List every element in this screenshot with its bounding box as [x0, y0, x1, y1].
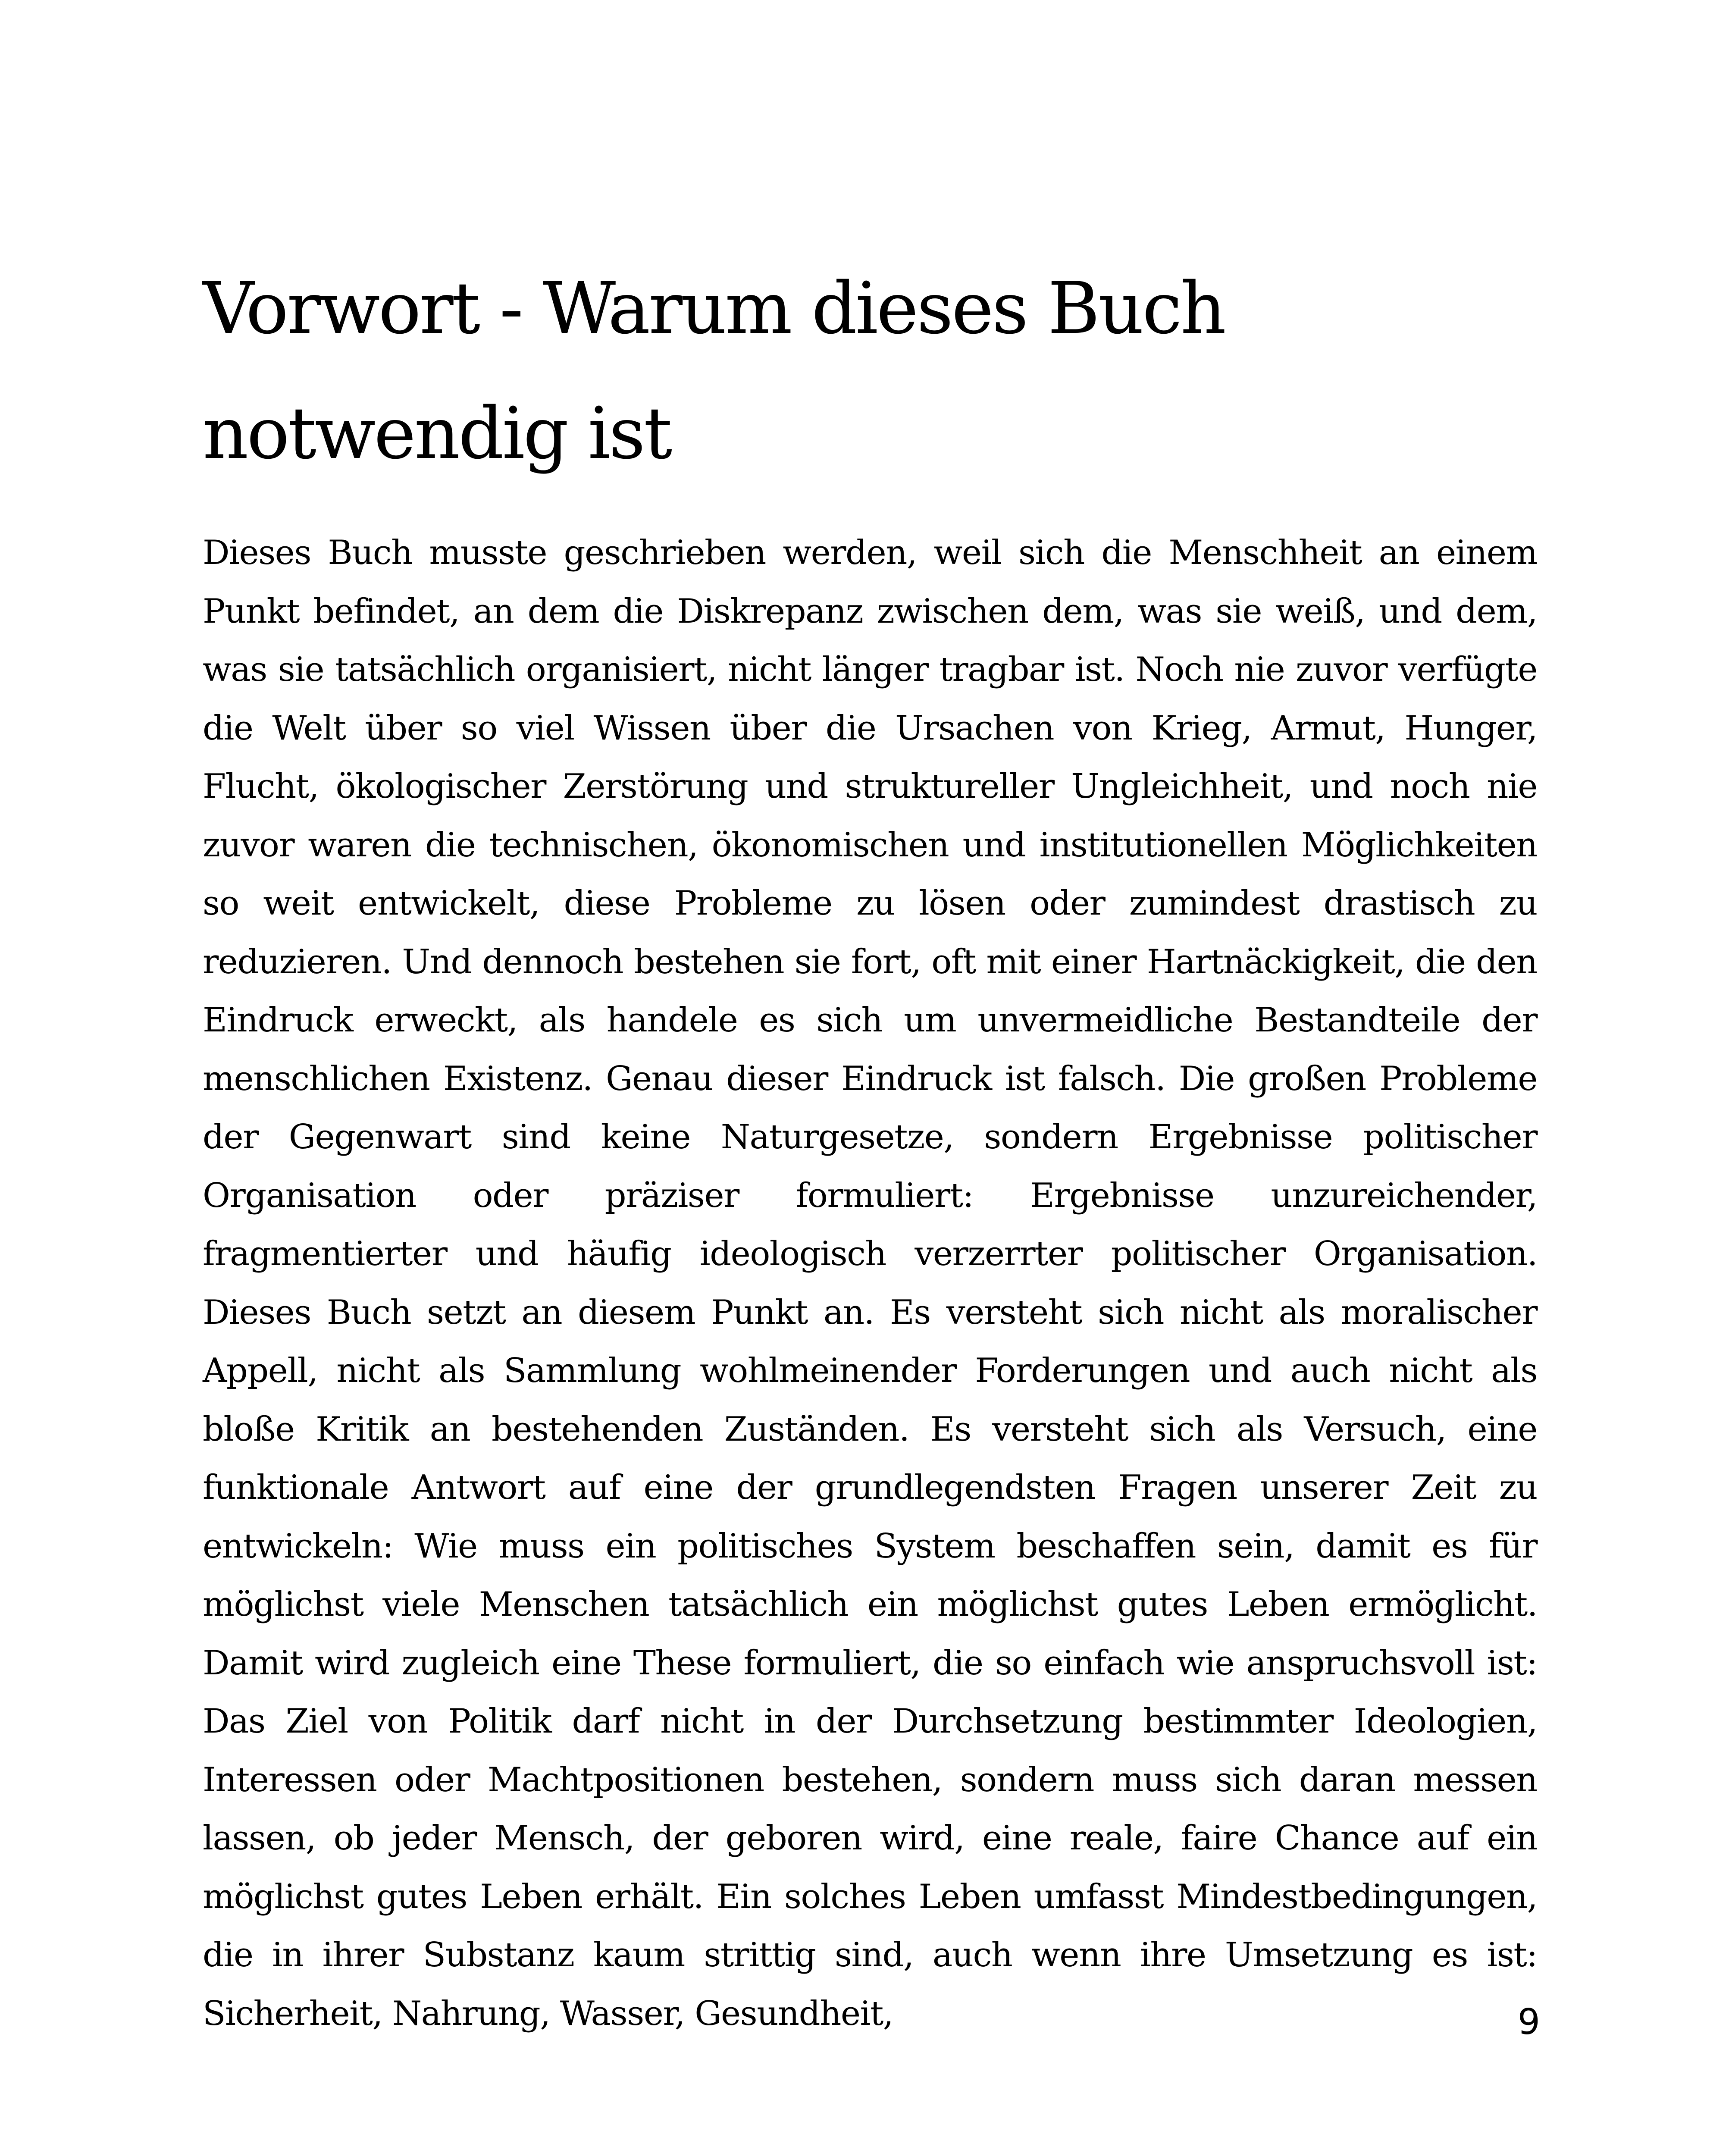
page-number: 9	[1517, 2002, 1540, 2043]
body-paragraph: Dieses Buch musste geschrieben werden, weil sich die Menschheit an einem Punkt befindet, an dem die Diskrepanz zwischen dem, was sie weiß, und dem, was sie tatsächlich organisiert, nicht länger tragbar ist. Noch nie zuvor verfügte die Welt über so viel Wissen über die Ursachen von Krieg, Armut, Hunger, Flucht, ökologischer Zerstörung und struktureller Ungleichheit, und noch nie zuvor waren die technischen, ökonomischen und institutionellen Möglichkeiten so weit entwickelt, diese Probleme zu lösen oder zumindest drastisch zu reduzieren. Und dennoch bestehen sie fort, oft mit einer Hartnäckigkeit, die den Eindruck erweckt, als handele es sich um unvermeidliche Bestandteile der menschlichen Existenz. Genau dieser Eindruck ist falsch. Die großen Probleme der Gegenwart sind keine Naturgesetze, sondern Ergebnisse politischer Organisation oder präziser formuliert: Ergebnisse unzureichender, fragmentierter und häufig ideologisch verzerrter politischer Organisation. Dieses Buch setzt an diesem Punkt an. Es versteht sich nicht als moralischer Appell, nicht als Sammlung wohlmeinender Forderungen und auch nicht als bloße Kritik an bestehenden Zuständen. Es versteht sich als Versuch, eine funktionale Antwort auf eine der grundlegendsten Fragen unserer Zeit zu entwickeln: Wie muss ein politisches System beschaffen sein, damit es für möglichst viele Menschen tatsächlich ein möglichst gutes Leben ermöglicht. Damit wird zugleich eine These formuliert, die so einfach wie anspruchsvoll ist: Das Ziel von Politik darf nicht in der Durchsetzung bestimmter Ideologien, Interessen oder Machtpositionen bestehen, sondern muss sich daran messen lassen, ob jeder Mensch, der geboren wird, eine reale, faire Chance auf ein möglichst gutes Leben erhält. Ein solches Leben umfasst Mindestbedingungen, die in ihrer Substanz kaum strittig sind, auch wenn ihre Umsetzung es ist: Sicherheit, Nahrung, Wasser, Gesundheit,	[203, 533, 1537, 2033]
chapter-title: Vorwort - Warum dieses Buch notwendig ist	[203, 267, 1225, 475]
